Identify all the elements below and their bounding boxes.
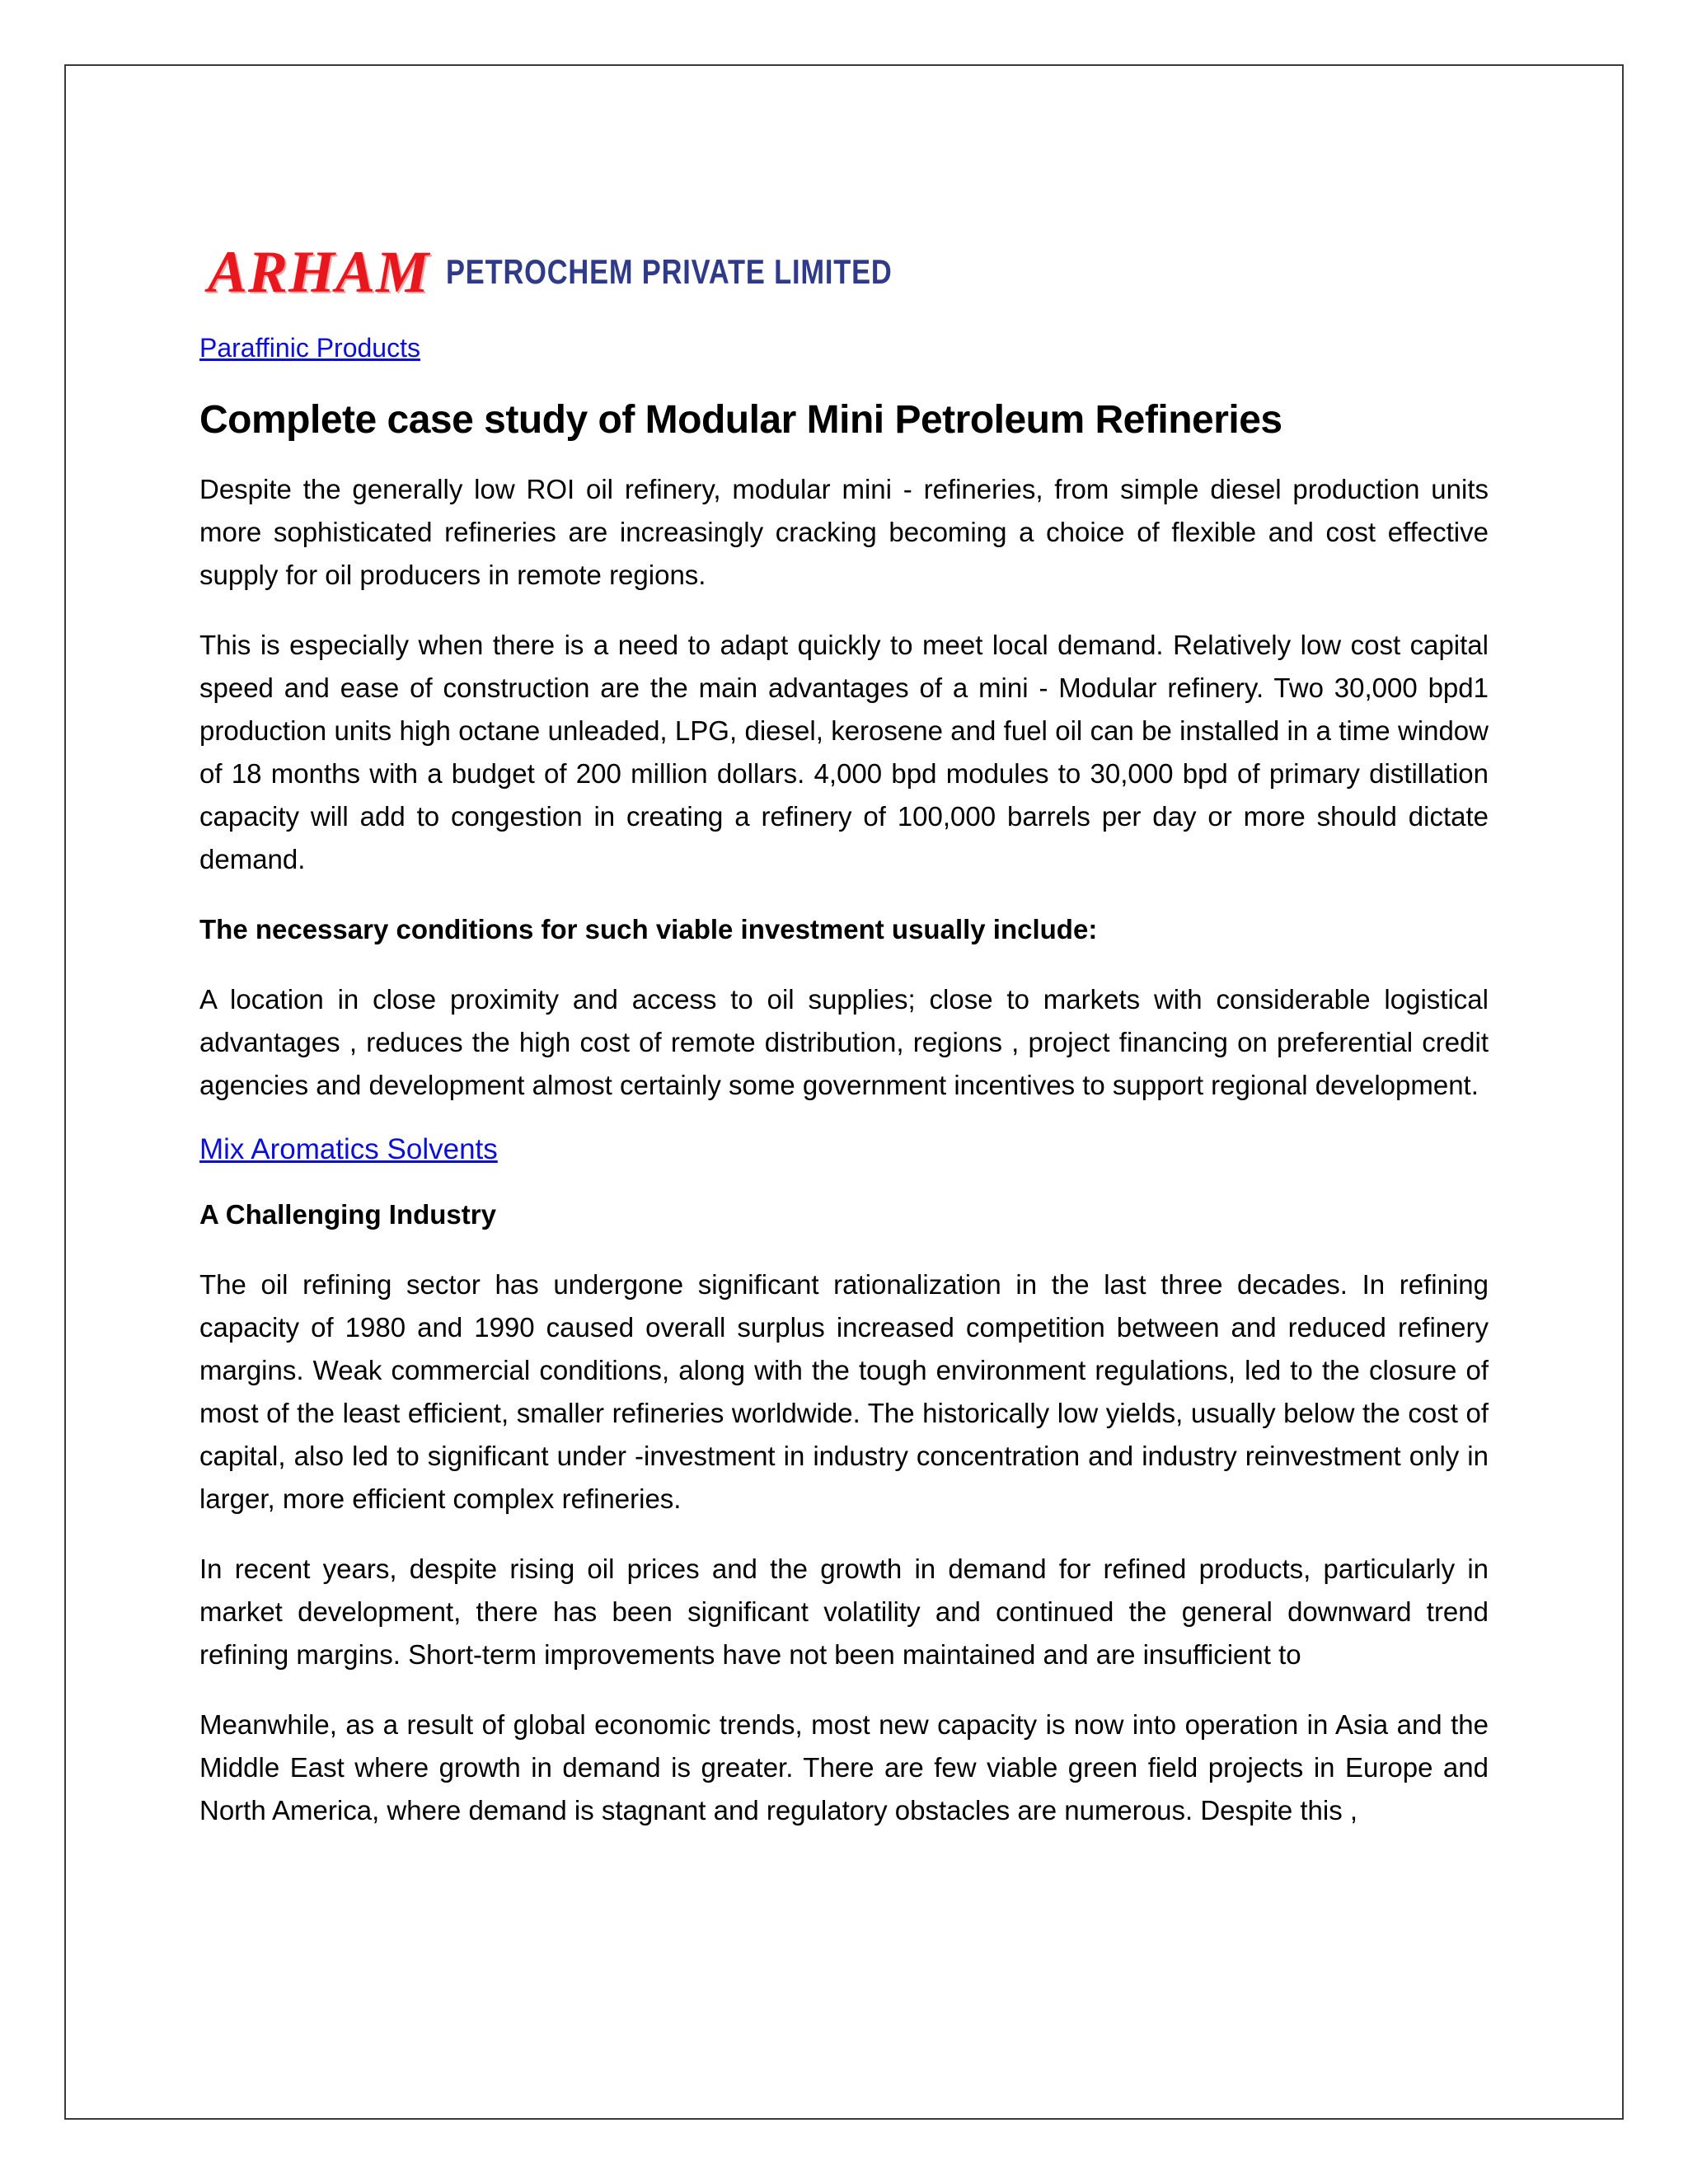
page-title: Complete case study of Modular Mini Petroleum Refineries — [199, 398, 1282, 442]
logo-text: PETROCHEM PRIVATE LIMITED — [446, 252, 893, 291]
challenging-industry-heading: A Challenging Industry — [199, 1199, 496, 1230]
paragraph-4: The oil refining sector has undergone significant rationalization in the last three decades. In refining capacity of 1980 and 1990 caused overall surplus increased competition between and reduced refinery margins. Weak commercial conditions, along with the tough environment regulations, led to the closure of most of the least efficient, smaller refineries worldwide. The historically low yields, usually below the cost of capital, also led to significant under -investment in industry concentration and industry reinvestment only in larger, more efficient complex refineries. — [199, 1269, 1489, 1514]
mix-aromatics-solvents-link[interactable]: Mix Aromatics Solvents — [199, 1133, 498, 1165]
paragraph-3: A location in close proximity and access to oil supplies; close to markets with considerable logistical advantages , reduces the high cost of remote distribution, regions , project financing on preferential credit agencies and development almost certainly some government incentives to support regional development. — [199, 984, 1489, 1100]
paraffinic-products-link[interactable]: Paraffinic Products — [199, 333, 420, 363]
document-content — [199, 237, 1489, 1832]
conditions-heading: The necessary conditions for such viable investment usually include: — [199, 914, 1098, 944]
paragraph-6: Meanwhile, as a result of global economic trends, most new capacity is now into operation in Asia and the Middle East where growth in demand is greater. There are few viable green field projects in Europe and North America, where demand is stagnant and regulatory obstacles are numerous. Despite this , — [199, 1709, 1489, 1825]
company-logo — [208, 237, 1489, 307]
paragraph-1: Despite the generally low ROI oil refinery, modular mini - refineries, from simple diesel production units more sophisticated refineries are increasingly cracking becoming a choice of flexible and cost effective supply for oil producers in remote regions. — [199, 474, 1489, 590]
paragraph-5: In recent years, despite rising oil prices and the growth in demand for refined products, particularly in market development, there has been significant volatility and continued the general downward trend refining margins. Short-term improvements have not been maintained and are insufficient to — [199, 1554, 1489, 1670]
paragraph-2: This is especially when there is a need to adapt quickly to meet local demand. Relatively low cost capital speed and ease of construction are the main advantages of a mini - Modular refinery. Two 30,000 bpd1 production units high octane unleaded, LPG, diesel, kerosene and fuel oil can be installed in a time window of 18 months with a budget of 200 million dollars. 4,000 bpd modules to 30,000 bpd of primary distillation capacity will add to congestion in creating a refinery of 100,000 barrels per day or more should dictate demand. — [199, 630, 1489, 874]
logo-mark: ARHAM — [208, 238, 430, 305]
